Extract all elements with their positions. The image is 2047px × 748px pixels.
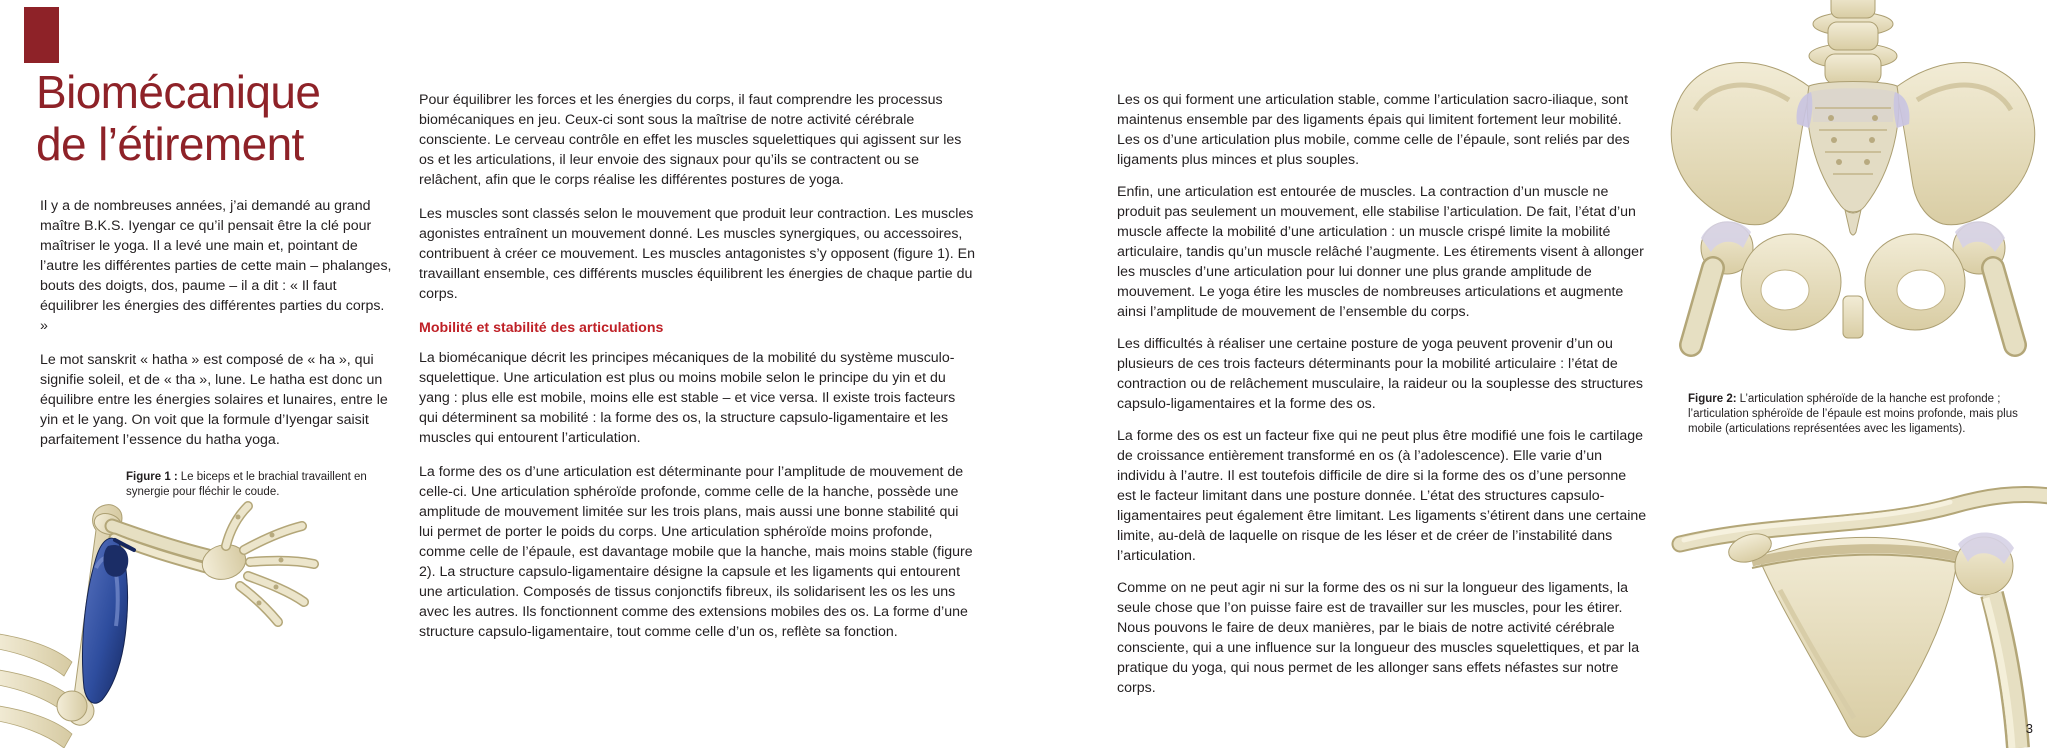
- body-paragraph: La forme des os d’une articulation est déterminante pour l’amplitude de mouvement de celle-ci. Une articulation sphéroïde profonde, comme celle de la hanche, possède une amplitude de mouvement limitée sur les trois plans, mais aussi une bonne stabilité qui lui permet de porter le poids du corps. Une articulation sphéroïde moins profonde, comme celle de l’épaule, est davantage mobile que la hanche, mais moins stable (figure 2). La structure capsulo-ligamentaire désigne la capsule et les ligaments qui entourent une articulation. Composés de tissus conjonctifs fibreux, ils solidarisent les os les uns avec les autres. Ils fonctionnent comme des extensions mobiles des os. La forme d’une structure capsulo-ligamentaire, tout comme celle d’un os, reflète sa fonction.: [419, 464, 973, 640]
- body-paragraph: Le mot sanskrit « hatha » est composé de « ha », qui signifie soleil, et de « tha », lune. Le hatha est donc un équilibre entre les énergies solaires et lunaires, entre le yin et le yang. On voit que la formule d’Iyengar saisit parfaitement l’essence du hatha yoga.: [40, 352, 388, 448]
- figure2-caption: [1688, 392, 2046, 437]
- ribs: [0, 633, 72, 748]
- body-paragraph: Les muscles sont classés selon le mouvement que produit leur contraction. Les muscles agonistes entraînent un mouvement donné. Les muscles synergiques, ou accessoires, contribuent à créer ce mouvement. Les muscles antagonistes s’y opposent (figure 1). En travaillant ensemble, ces différents muscles équilibrent les énergies de chaque partie du corps.: [419, 206, 975, 302]
- right-text-column: [1117, 90, 1647, 710]
- figure1-label: Figure 1 :: [126, 471, 178, 483]
- chapter-title: [36, 66, 396, 170]
- body-paragraph: Il y a de nombreuses années, j’ai demandé au grand maître B.K.S. Iyengar ce qu’il pensait être la clé pour maîtriser le yoga. Il a levé une main et, pointant de l’autre les différentes parties de cette main – phalanges, bouts des doigts, dos, paume – il a dit : « Il faut équilibrer les énergies des différentes parties du corps. »: [40, 198, 392, 334]
- chapter-color-tab: [24, 7, 59, 63]
- left-intro-column: [40, 196, 396, 464]
- body-paragraph: Les difficultés à réaliser une certaine posture de yoga peuvent provenir d’un ou plusieurs de ces trois facteurs déterminants pour la mobilité articulaire : l’état de contraction ou de relâchement musculaire, la raideur ou la souplesse des structures capsulo-ligamentaires et la forme des os.: [1117, 336, 1644, 412]
- body-paragraph: Les os qui forment une articulation stable, comme l’articulation sacro-iliaque, sont maintenus ensemble par des ligaments épais qui limitent fortement leur mobilité. Les os d’une articulation plus mobile, comme celle de l’épaule, sont reliés par des ligaments plus minces et plus souples.: [1117, 92, 1630, 168]
- shoulder-graphic: [1662, 470, 2047, 748]
- scapula-blade: [1725, 529, 1964, 737]
- body-paragraph: Comme on ne peut agir ni sur la forme des os ni sur la longueur des ligaments, la seule chose que l’on puisse faire est de travailler sur les muscles, pour les étirer. Nous pouvons le faire de deux manières, par le biais de notre activité cérébrale consciente, qui a une influence sur la longueur des muscles squelettiques, et par la pratique du yoga, qui nous permet de les allonger sans effets néfastes sur notre corps.: [1117, 580, 1640, 696]
- coccyx: [1845, 210, 1861, 235]
- body-paragraph: Enfin, une articulation est entourée de muscles. La contraction d’un muscle ne produit pas seulement un mouvement, elle stabilise l’articulation. De fait, l’état d’un muscle affecte la mobilité d’une articulation : un muscle crispé limite la mobilité articulaire, tandis qu’un muscle relâché l’augmente. Les étirements visent à allonger les muscles d’une articulation pour lui donner une plus grande amplitude de mouvement. Le yoga étire les muscles de nombreuses articulations et augmente ainsi l’amplitude de mouvement de l’ensemble du corps.: [1117, 184, 1644, 320]
- figure2-label: Figure 2:: [1688, 393, 1737, 405]
- pubis-ischium-rings: [1741, 234, 1965, 338]
- section-heading: Mobilité et stabilité des articulations: [419, 320, 664, 336]
- biceps-muscle: [83, 538, 135, 703]
- body-paragraph: La biomécanique décrit les principes mécaniques de la mobilité du système musculo-squelettique. Une articulation est plus ou moins mobile selon le principe du yin et du yang : plus elle est mobile, moins elle est stable – et vice versa. Il existe trois facteurs qui déterminent sa mobilité : la forme des os, la structure capsulo-ligamentaire et les muscles qui entourent l’articulation.: [419, 350, 956, 446]
- chapter-title-line1: Biomécanique: [36, 66, 321, 118]
- lumbar-vertebrae: [1809, 0, 1897, 84]
- body-paragraph: Pour équilibrer les forces et les énergies du corps, il faut comprendre les processus biomécaniques en jeu. Ceux-ci sont sous la maîtrise de notre activité cérébrale consciente. Le cerveau contrôle en effet les muscles squelettiques qui agissent sur les os et les articulations, il leur envoie des signaux pour qu’ils se contractent ou se relâchent, afin que le corps réalise les différentes postures de yoga.: [419, 92, 962, 188]
- figure2-pelvis-illustration: [1659, 0, 2047, 385]
- figure1-text: Le biceps et le brachial travaillent en synergie pour fléchir le coude.: [126, 471, 367, 498]
- body-paragraph: La forme des os est un facteur fixe qui ne peut plus être modifié une fois le cartilage de croissance entièrement transformé en os (à l’adolescence). Elle varie d’un individu à l’autre. Il est toutefois difficile de dire si la forme des os d’une personne est le facteur limitant dans une posture donnée. L’état des structures capsulo-ligamentaires peut également être limitant. Les ligaments s’étirent dans une certaine limite, au-delà de laquelle on risque de les léser et de créer de l’instabilité dans l’articulation.: [1117, 428, 1647, 564]
- figure2-shoulder-illustration: [1662, 470, 2047, 748]
- pubic-symphysis: [1843, 296, 1863, 338]
- pelvis-graphic: [1659, 0, 2047, 385]
- center-text-column: [419, 90, 975, 656]
- sacrum: [1807, 82, 1898, 236]
- figure2-text: L’articulation sphéroïde de la hanche est profonde ; l’articulation sphéroïde de l’épaule est moins profonde, mais plus mobile (articulations représentées avec les ligaments).: [1688, 393, 2018, 435]
- chapter-title-line2: de l’étirement: [36, 118, 304, 170]
- figure1-caption: [126, 470, 392, 500]
- page-number: 3: [2025, 721, 2033, 736]
- hand-bones: [198, 506, 314, 622]
- shoulder-joint: [1955, 532, 2018, 748]
- brachialis-muscle: [104, 545, 129, 577]
